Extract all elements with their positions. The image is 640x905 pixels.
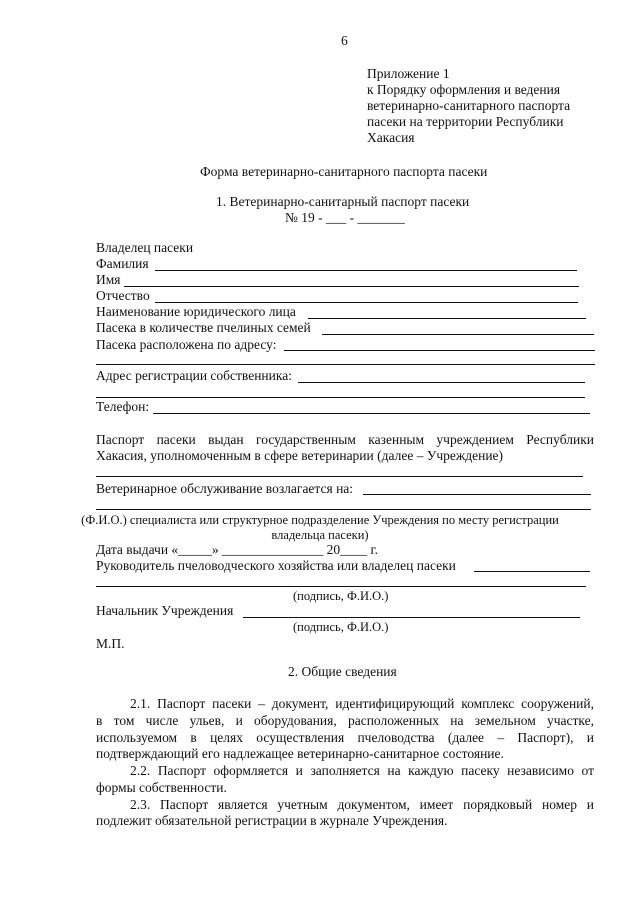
appendix-line: к Порядку оформления и ведения: [367, 82, 561, 97]
paragraph-line: в том числе ульев, и оборудования, расположенных на земельном участке,: [96, 713, 594, 728]
appendix-line: Приложение 1: [367, 66, 450, 81]
location-label: Пасека расположена по адресу:: [96, 337, 277, 352]
specialist-caption: (Ф.И.О.) специалиста или структурное подразделение Учреждения по месту регистрации: [81, 513, 559, 527]
issued-paragraph-line: Паспорт пасеки выдан государственным казенным учреждением Республики: [96, 432, 594, 447]
specialist-caption-line2: владельца пасеки): [271, 528, 369, 542]
phone-label: Телефон:: [96, 399, 150, 414]
paragraph-line: 2.1. Паспорт пасеки – документ, идентифицирующий комплекс сооружений,: [130, 696, 594, 711]
head-of-institution-label: Начальник Учреждения: [96, 603, 234, 618]
signature-caption: (подпись, Ф.И.О.): [293, 620, 389, 634]
issued-field[interactable]: [96, 476, 583, 477]
vet-service-field-continued[interactable]: [96, 509, 591, 510]
bee-families-label: Пасека в количестве пчелиных семей: [96, 320, 311, 335]
paragraph-line: подлежит обязательной регистрации в журнале Учреждения.: [96, 813, 448, 828]
appendix-line: пасеки на территории Республики: [367, 114, 564, 129]
paragraph-line: формы собственности.: [96, 780, 227, 795]
name-field[interactable]: [124, 286, 579, 287]
page-number: 6: [341, 33, 348, 48]
legal-entity-field[interactable]: [308, 318, 586, 319]
owner-address-field[interactable]: [298, 382, 585, 383]
surname-field[interactable]: [155, 270, 577, 271]
appendix-line: Хакасия: [367, 130, 415, 145]
owner-heading: Владелец пасеки: [96, 240, 194, 255]
stamp-label: М.П.: [96, 636, 125, 651]
signature-caption: (подпись, Ф.И.О.): [293, 589, 389, 603]
location-field-continued[interactable]: [96, 364, 595, 365]
paragraph-line: подтверждающий его надлежащее ветеринарно-санитарное состояние.: [96, 746, 504, 761]
name-label: Имя: [96, 272, 121, 287]
legal-entity-label: Наименование юридического лица: [96, 304, 296, 319]
section2-title: 2. Общие сведения: [288, 664, 397, 679]
appendix-line: ветеринарно-санитарного паспорта: [367, 98, 571, 113]
issue-date[interactable]: Дата выдачи «_____» _______________ 20____ г.: [96, 542, 378, 557]
location-field[interactable]: [284, 350, 595, 351]
paragraph-line: 2.3. Паспорт является учетным документом, имеет порядковый номер и: [130, 797, 594, 812]
issued-paragraph-line: Хакасия, уполномоченным в сфере ветеринарии (далее – Учреждение): [96, 448, 504, 463]
head-of-farm-signature-field[interactable]: [96, 586, 586, 587]
owner-address-label: Адрес регистрации собственника:: [96, 368, 292, 383]
vet-service-label: Ветеринарное обслуживание возлагается на:: [96, 481, 354, 496]
head-of-institution-field[interactable]: [243, 617, 580, 618]
paragraph-line: 2.2. Паспорт оформляется и заполняется на каждую пасеку независимо от: [130, 763, 594, 778]
surname-label: Фамилия: [96, 256, 149, 271]
vet-service-field[interactable]: [363, 494, 591, 495]
head-of-farm-label: Руководитель пчеловодческого хозяйства или владелец пасеки: [96, 558, 456, 573]
paragraph-line: используемом в целях осуществления пчеловодства (далее – Паспорт), и: [96, 730, 594, 745]
section1-title: 1. Ветеринарно-санитарный паспорт пасеки: [216, 194, 470, 209]
form-title: Форма ветеринарно-санитарного паспорта пасеки: [200, 164, 488, 179]
patronymic-label: Отчество: [96, 288, 150, 303]
head-of-farm-field[interactable]: [474, 571, 590, 572]
bee-families-field[interactable]: [322, 334, 594, 335]
phone-field[interactable]: [153, 413, 590, 414]
patronymic-field[interactable]: [155, 302, 578, 303]
owner-address-field-continued[interactable]: [96, 397, 585, 398]
passport-number: № 19 - ___ - _______: [285, 210, 405, 225]
